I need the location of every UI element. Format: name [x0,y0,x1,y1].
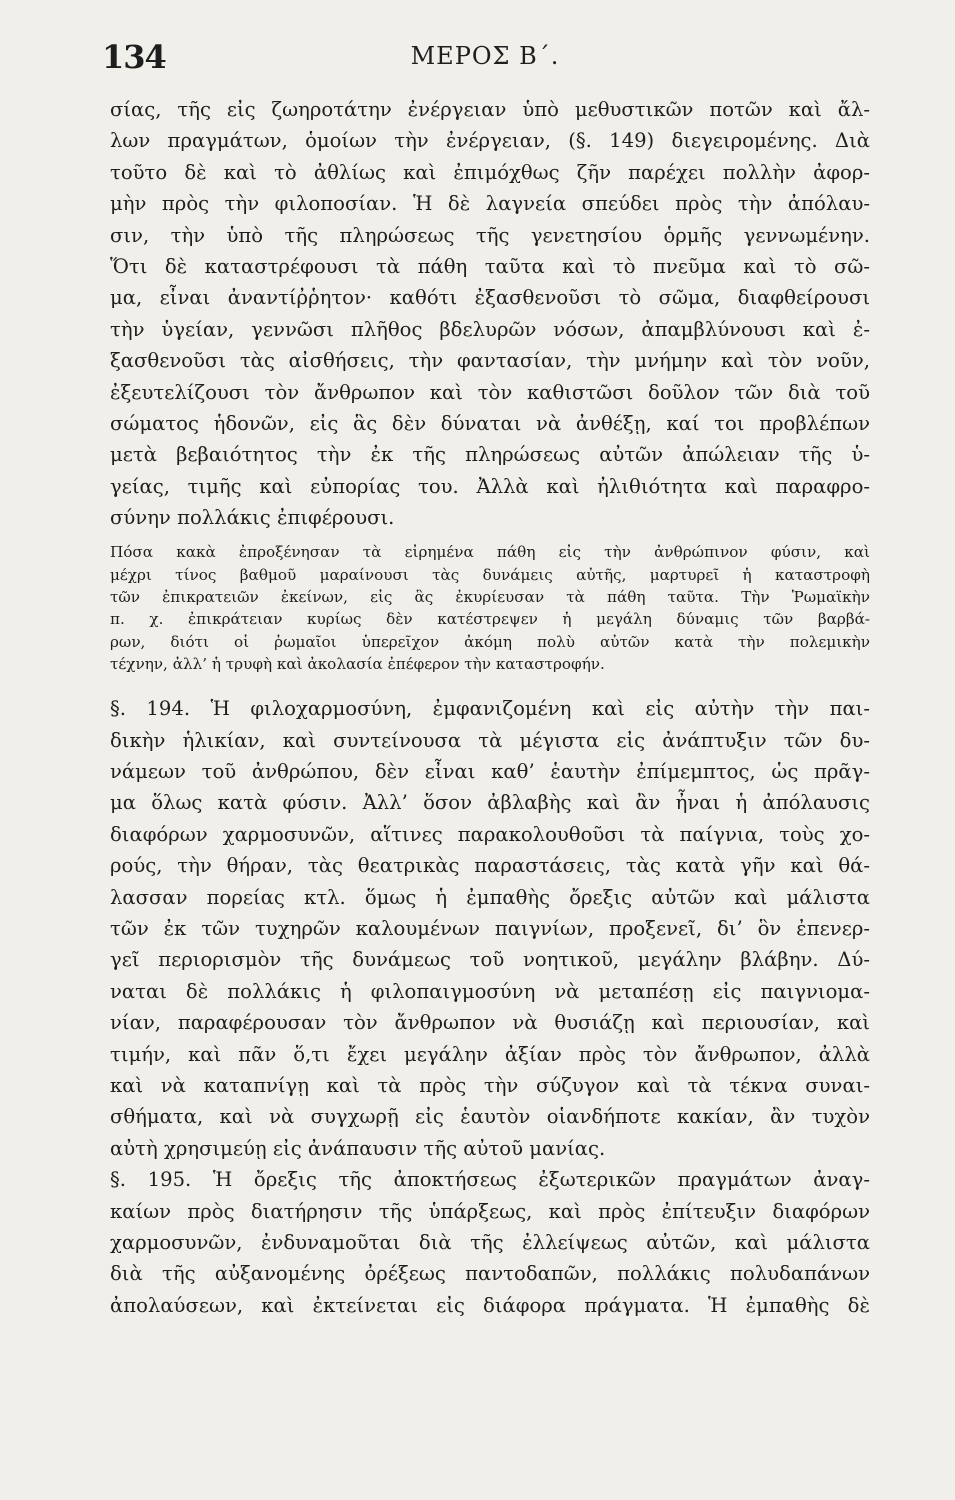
text-line: §. 195. Ἡ ὄρεξις τῆς ἀποκτήσεως ἐξωτερικῶν πραγμάτων ἀναγ- [110,1168,870,1192]
text-line: γεῖ περιορισμὸν τῆς δυνάμεως τοῦ νοητικοῦ, μεγάλην βλάβην. Δύ- [110,948,870,972]
paragraph-intro [110,94,870,251]
text-line: μετὰ βεβαιότητος τὴν ἐκ τῆς πληρώσεως αὐτῶν ἀπώλειαν τῆς ὑ- [110,443,870,467]
text-line: τιμήν, καὶ πᾶν ὅ,τι ἔχει μεγάλην ἀξίαν πρὸς τὸν ἄνθρωπον, ἀλλὰ [110,1042,870,1066]
text-line: ρούς, τὴν θήραν, τὰς θεατρικὰς παραστάσεις, τὰς κατὰ γῆν καὶ θά- [110,854,870,878]
text-line: ἐξευτελίζουσι τὸν ἄνθρωπον καὶ τὸν καθιστῶσι δοῦλον τῶν διὰ τοῦ [110,380,870,404]
paragraph-effects [110,251,870,534]
text-line: μα, εἶναι ἀναντίῤῥητον· καθότι ἐξασθενοῦσι τὸ σῶμα, διαφθείρουσι [110,286,870,310]
text-line: γείας, τιμῆς καὶ εὐπορίας του. Ἀλλὰ καὶ ἠλιθιότητα καὶ παραφρο- [110,474,870,498]
page-header [100,30,870,80]
text-line: §. 194. Ἡ φιλοχαρμοσύνη, ἐμφανιζομένη καὶ εἰς αὐτὴν τὴν παι- [110,697,870,721]
text-line: τῶν ἐκ τῶν τυχηρῶν καλουμένων παιγνίων, προξενεῖ, δι’ ὃν ἐπενερ- [110,916,870,940]
page-body [110,94,870,1321]
note-line: Πόσα κακὰ ἐπροξένησαν τὰ εἰρημένα πάθη εἰς τὴν ἀνθρώπινον φύσιν, καὶ [110,543,870,562]
text-line: τοῦτο δὲ καὶ τὸ ἀθλίως καὶ ἐπιμόχθως ζῆν παρέχει πολλὴν ἀφορ- [110,160,870,184]
text-line: σίας, τῆς εἰς ζωηροτάτην ἐνέργειαν ὑπὸ μεθυστικῶν ποτῶν καὶ ἄλ- [110,98,870,121]
text-line: διαφόρων χαρμοσυνῶν, αἵτινες παρακολουθοῦσι τὰ παίγνια, τοὺς χο- [110,822,870,846]
text-line: σθήματα, καὶ νὰ συγχωρῇ εἰς ἑαυτὸν οἱανδήποτε κακίαν, ἂν τυχὸν [110,1105,870,1129]
text-line: λασσαν πορείας κτλ. ὅμως ἡ ἐμπαθὴς ὄρεξις αὐτῶν καὶ μάλιστα [110,885,870,909]
text-line: καὶ νὰ καταπνίγῃ καὶ τὰ πρὸς τὴν σύζυγον καὶ τὰ τέκνα συναι- [110,1073,870,1097]
note-paragraph [110,541,870,675]
note-line: τέχνην, ἀλλ’ ἡ τρυφὴ καὶ ἀκολασία ἐπέφερον τὴν καταστροφήν. [110,654,605,673]
text-line: νάμεων τοῦ ἀνθρώπου, δὲν εἶναι καθ’ ἑαυτὴν ἐπίμεμπτος, ὡς πρᾶγ- [110,760,870,784]
text-line: καίων πρὸς διατήρησιν τῆς ὑπάρξεως, καὶ πρὸς ἐπίτευξιν διαφόρων [110,1199,870,1223]
text-line: σύνην πολλάκις ἐπιφέρουσι. [110,506,395,530]
note-line: π. χ. ἐπικράτειαν κυρίως δὲν κατέστρεψεν ἡ μεγάλη δύναμις τῶν βαρβά- [110,610,870,629]
page-number: 134 [102,38,166,76]
note-line: τῶν ἐπικρατειῶν ἐκείνων, εἰς ἃς ἐκυρίευσαν τὰ πάθη ταῦτα. Τὴν Ῥωμαϊκὴν [110,588,870,607]
section-194 [110,693,870,1164]
text-line: τὴν ὑγείαν, γεννῶσι πλῆθος βδελυρῶν νόσων, ἀπαμβλύνουσι καὶ ἐ- [110,317,870,341]
text-line: ξασθενοῦσι τὰς αἰσθήσεις, τὴν φαντασίαν, τὴν μνήμην καὶ τὸν νοῦν, [110,349,870,373]
note-line: μέχρι τίνος βαθμοῦ μαραίνουσι τὰς δυνάμεις αὐτῆς, μαρτυρεῖ ἡ καταστροφὴ [110,565,870,584]
note-line: ρων, διότι οἱ ῥωμαῖοι ὑπερεῖχον ἀκόμη πολὺ αὐτῶν κατὰ τὴν πολεμικὴν [110,632,870,651]
text-line: Ὅτι δὲ καταστρέφουσι τὰ πάθη ταῦτα καὶ τὸ πνεῦμα καὶ τὸ σῶ- [110,254,870,278]
text-line: διὰ τῆς αὐξανομένης ὀρέξεως παντοδαπῶν, πολλάκις πολυδαπάνων [110,1262,870,1286]
text-line: σιν, τὴν ὑπὸ τῆς πληρώσεως τῆς γενετησίου ὁρμῆς γεννωμένην. [110,223,870,247]
text-line: αὐτὴ χρησιμεύῃ εἰς ἀνάπαυσιν τῆς αὐτοῦ μανίας. [110,1136,606,1160]
running-title: ΜΕΡΟΣ Β΄. [410,42,560,70]
text-line: χαρμοσυνῶν, ἐνδυναμοῦται διὰ τῆς ἐλλείψεως αὐτῶν, καὶ μάλιστα [110,1230,870,1254]
text-line: μα ὅλως κατὰ φύσιν. Ἀλλ’ ὅσον ἀβλαβὴς καὶ ἂν ἦναι ἡ ἀπόλαυσις [110,791,870,815]
text-line: σώματος ἡδονῶν, εἰς ἃς δὲν δύναται νὰ ἀνθέξῃ, καί τοι προβλέπων [110,411,870,435]
text-line: νίαν, παραφέρουσαν τὸν ἄνθρωπον νὰ θυσιάζῃ καὶ περιουσίαν, καὶ [110,1011,870,1035]
section-195 [110,1164,870,1321]
text-line: ναται δὲ πολλάκις ἡ φιλοπαιγμοσύνη νὰ μεταπέσῃ εἰς παιγνιομα- [110,979,870,1003]
text-line: δικὴν ἡλικίαν, καὶ συντείνουσα τὰ μέγιστα εἰς ἀνάπτυξιν τῶν δυ- [110,728,870,752]
text-line: μὴν πρὸς τὴν φιλοποσίαν. Ἡ δὲ λαγνεία σπεύδει πρὸς τὴν ἀπόλαυ- [110,192,870,216]
text-line: λων πραγμάτων, ὁμοίων τὴν ἐνέργειαν, (§. 149) διεγειρομένης. Διὰ [110,129,870,153]
text-line: ἀπολαύσεων, καὶ ἐκτείνεται εἰς διάφορα πράγματα. Ἡ ἐμπαθὴς δὲ [110,1293,870,1317]
